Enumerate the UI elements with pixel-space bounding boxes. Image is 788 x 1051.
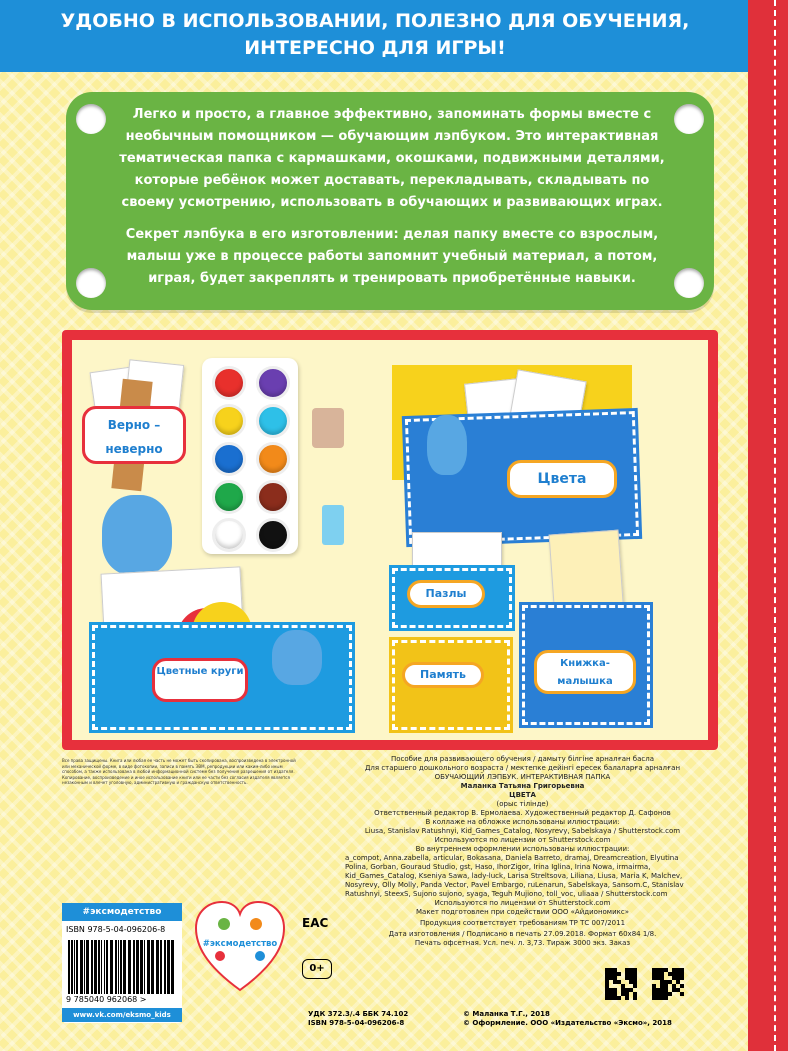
imprint-line: Используются по лицензии от Shutterstock.com [434,899,611,907]
imprint-line: Liusa, Stanislav Ratushnyi, Kid_Games_Catalog, Nosyrevy, Sabelskaya / Shutterstock.com [364,827,681,835]
imprint-line: Макет подготовлен при содействии ООО «Айдиономикс» [416,908,629,916]
heart-badge-icon [194,900,286,996]
paint-cup [256,518,290,552]
description-text [110,104,674,300]
imprint-line: Во внутреннем оформлении использованы иллюстрации: [415,845,630,853]
book-label: Книжка-малышка [534,650,636,694]
lapbook-collage [62,330,718,750]
imprint-line: a_compot, Anna.zabella, articular, Bokasana, Daniela Barreto, dramaj, Dreamcreation, Elyutina Polina, Gorban, Gouraud Studio, gst, Haso, IhorZigor, Irina Iglina, Irina Nowa, irmairma, Kid_Games_Catalog, Kseniya Sawa, lady-luck, Larisa Streltsova, Liliana, Liusa, Maria K, Malchev, Nosyrevy, Olly Molly, Panda Vector, Pavel Embargo, ruLenarun, Sabelskaya, Sansom.C, Stanislav Ratushnyi, SteexS, Sujono sujono, syaga, Teguh Mujiono, toll_voc, uliaaa / Shutterstock.com [345,854,684,898]
punch-hole [674,104,704,134]
true-false-label: Верно – неверно [82,406,186,464]
description-paragraph-1: Легко и просто, а главное эффективно, запоминать формы вместе с необычным помощником — обучающим лэпбуком. Это интерактивная тематическая папка с кармашками, окошками, подвижными деталями, которые ребёнок может доставать, перекладывать, складывать по своему усмотрению, использовать в обучающих и развивающих играх. [119,107,665,210]
imprint-line: Для старшего дошкольного возраста / мектепке дейінгі ересек балаларға арналған [364,764,681,772]
puzzles-label: Пазлы [407,580,485,608]
imprint-line: Печать офсетная. Усл. печ. л. 3,73. Тираж 3000 экз. Заказ [414,939,631,947]
scalloped-edge [742,0,758,1051]
age-rating: 0+ [302,959,332,979]
colors-label: Цвета [507,460,617,498]
cup-icon [312,408,344,448]
classification [308,1010,408,1028]
paint-cup [256,366,290,400]
paint-cup [256,404,290,438]
eac-mark: EAC [302,916,329,930]
qr-code-icon [652,968,684,1000]
description-paragraph-2: Секрет лэпбука в его изготовлении: делая папку вместе со взрослым, малыш уже в процессе работы запомнит учебный материал, а потом, играя, будет закреплять и тренировать приобретённые навыки. [125,227,659,286]
punch-hole [674,268,704,298]
hippo-illustration [427,415,467,475]
imprint-line: Дата изготовления / Подписано в печать 27.09.2018. Формат 60x84 1/8. [388,930,657,938]
copyright-block [463,1010,672,1028]
copyright-author: © Маланка Т.Г., 2018 [463,1010,550,1018]
puzzle-cards [412,532,502,572]
book-title: ЦВЕТА [509,791,536,799]
imprint-line: Продукция соответствует требованиям ТР ТС 007/2011 [419,919,626,927]
imprint-line: Ответственный редактор В. Ермолаева. Художественный редактор Д. Сафонов [374,809,671,817]
imprint-line: В коллаже на обложке использованы иллюстрации: [425,818,620,826]
imprint-block [345,755,700,948]
punch-hole [76,104,106,134]
isbn-line: ISBN 978-5-04-096206-8 [308,1019,405,1027]
paint-cup [212,442,246,476]
paint-cup [212,480,246,514]
imprint-line: (орыс тілінде) [496,800,549,808]
paint-cup [212,518,246,552]
heart-hashtag: #эксмодетство [202,939,278,949]
heading-line-2: ИНТЕРЕСНО ДЛЯ ИГРЫ! [244,37,506,59]
hashtag-label: #эксмодетство [62,903,182,921]
paint-cup [212,366,246,400]
barcode [66,938,178,998]
paint-cup [256,442,290,476]
author-name: Маланка Татьяна Григорьевна [460,782,585,790]
imprint-line: Пособие для развивающего обучения / дамыту білгіне арналған басла [390,755,655,763]
circles-label: Цветные круги [152,658,248,702]
legal-notice: Все права защищены. Книга или любая ее часть не может быть скопирована, воспроизведена в электронной или механической форме, в виде фотокопии, записи в память ЭВМ, репродукции или каким-либо иным способом, а также использована в любой информационной системе без получения разрешения от издателя. Копирование, воспроизведение и иное использование книги или ее части без согласия издателя является незаконным и влечет уголовную, административную и гражданскую ответственность. [62,758,296,785]
udk-line: УДК 372.3/.4 ББК 74.102 [308,1010,409,1018]
paint-cup [256,480,290,514]
cover-heading [0,8,750,62]
isbn-label: ISBN 978-5-04-096206-8 [66,925,166,934]
heading-line-1: УДОБНО В ИСПОЛЬЗОВАНИИ, ПОЛЕЗНО ДЛЯ ОБУЧЕНИЯ, [60,10,690,32]
imprint-line: Используются по лицензии от Shutterstock.com [434,836,611,844]
stitch-line [774,0,776,1051]
copyright-publisher: © Оформление. ООО «Издательство «Эксмо», 2018 [463,1019,672,1027]
imprint-line: ОБУЧАЮЩИЙ ЛЭПБУК. ИНТЕРАКТИВНАЯ ПАПКА [434,773,611,781]
paint-cup [212,404,246,438]
vk-link[interactable]: www.vk.com/eksmo_kids [62,1008,182,1022]
hippo-illustration [102,495,172,575]
qr-code-icon [605,968,637,1000]
pencil-cup-icon [322,505,344,545]
memory-label: Память [402,662,484,688]
hippo-illustration [272,630,322,685]
barcode-digits: 9 785040 962068 > [66,995,147,1004]
punch-hole [76,268,106,298]
